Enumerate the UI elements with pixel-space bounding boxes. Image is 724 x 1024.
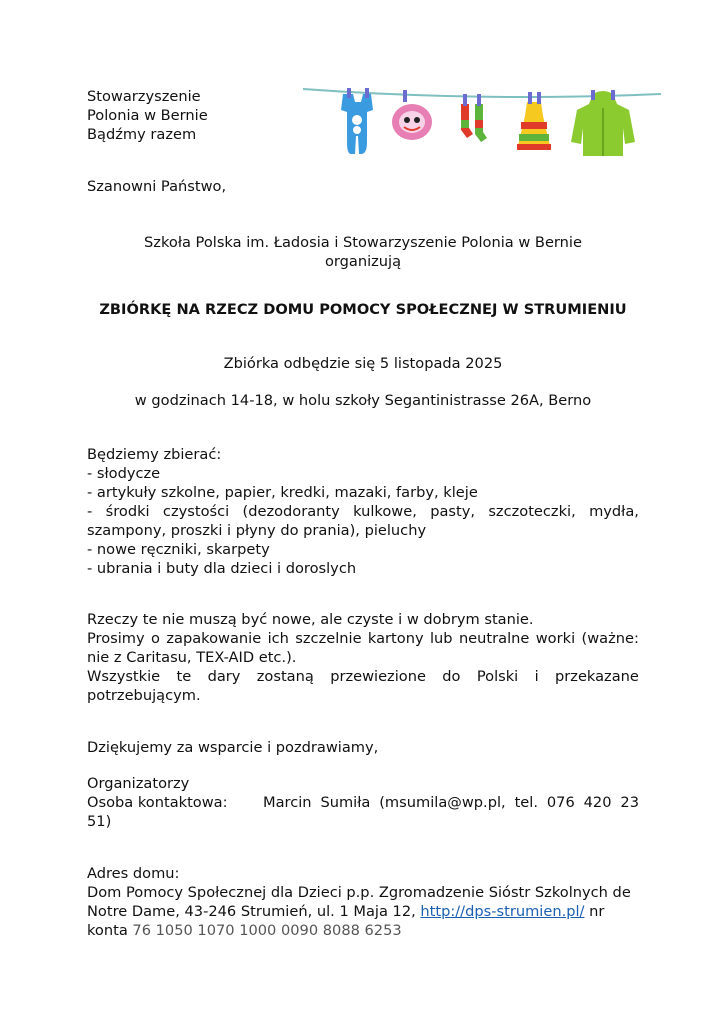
intro	[87, 233, 639, 271]
list-item-continuation: szampony, proszki i płyny do prania), pieluchy	[87, 522, 427, 539]
organizers	[87, 774, 639, 831]
address-line-1: Dom Pomocy Społecznej dla Dzieci p.p. Zgromadzenie Sióstr Szkolnych de	[87, 884, 631, 901]
address-line-2	[87, 902, 639, 921]
notes-line-3: nie z Caritasu, TEX-AID etc.).	[87, 649, 297, 666]
baby-bib-icon	[392, 90, 432, 140]
address	[87, 864, 639, 940]
notes-line-4: Wszystkie te dary zostaną przewiezione do Polski i przekazane	[87, 668, 639, 685]
greeting	[87, 177, 639, 196]
contact-line	[87, 793, 639, 812]
header-line-1: Stowarzyszenie	[87, 88, 201, 105]
account-label-start: nr	[589, 903, 605, 920]
event-time-place-text: w godzinach 14-18, w holu szkoły Segantinistrasse 26A, Berno	[134, 392, 592, 409]
list-item: - ubrania i buty dla dzieci i doroslych	[87, 560, 357, 577]
clothesline-illustration	[303, 80, 661, 160]
collection-heading: Będziemy zbierać:	[87, 446, 222, 463]
address-heading: Adres domu:	[87, 865, 180, 882]
thanks	[87, 738, 639, 757]
address-line-3	[87, 921, 639, 940]
greeting-text: Szanowni Państwo,	[87, 178, 227, 195]
account-number: 76 1050 1070 1000 0090 8088 6253	[132, 922, 402, 939]
contact-details: Marcin Sumiła (msumila@wp.pl, tel. 076 420 23	[263, 794, 639, 811]
striped-dress-icon	[517, 92, 551, 150]
address-line-2-text: Notre Dame, 43-246 Strumień, ul. 1 Maja 12,	[87, 903, 416, 920]
event-date	[87, 354, 639, 373]
thanks-text: Dziękujemy za wsparcie i pozdrawiamy,	[87, 739, 379, 756]
website-link[interactable]: http://dps-strumien.pl/	[420, 903, 585, 920]
notes-line-2: Prosimy o zapakowanie ich szczelnie kartony lub neutralne worki (ważne:	[87, 630, 639, 647]
list-item-justified: - środki czystości (dezodoranty kulkowe, pasty, szczoteczki, mydła,	[87, 503, 639, 520]
baby-romper-icon	[341, 88, 373, 154]
list-item: - nowe ręczniki, skarpety	[87, 541, 270, 558]
headline	[87, 300, 639, 319]
socks-icon	[461, 94, 487, 142]
intro-line-2: organizują	[324, 253, 402, 270]
organizers-label: Organizatorzy	[87, 775, 190, 792]
notes-line-5: potrzebującym.	[87, 687, 201, 704]
collection-list	[87, 445, 639, 578]
notes-paragraph	[87, 610, 639, 705]
contact-line-2: 51)	[87, 813, 112, 830]
account-label-end: konta	[87, 922, 128, 939]
list-item: - artykuły szkolne, papier, kredki, mazaki, farby, kleje	[87, 484, 478, 501]
list-item: - słodycze	[87, 465, 161, 482]
contact-label: Osoba kontaktowa:	[87, 794, 228, 811]
intro-line-1: Szkoła Polska im. Ładosia i Stowarzyszenie Polonia w Bernie	[144, 234, 582, 251]
header-line-3: Bądźmy razem	[87, 126, 197, 143]
header-line-2: Polonia w Bernie	[87, 107, 208, 124]
raincoat-icon	[571, 90, 635, 156]
event-date-text: Zbiórka odbędzie się 5 listopada 2025	[223, 355, 503, 372]
event-time-place	[87, 391, 639, 410]
notes-line-1: Rzeczy te nie muszą być nowe, ale czyste i w dobrym stanie.	[87, 611, 534, 628]
headline-text: ZBIÓRKĘ NA RZECZ DOMU POMOCY SPOŁECZNEJ W STRUMIENIU	[99, 301, 627, 318]
